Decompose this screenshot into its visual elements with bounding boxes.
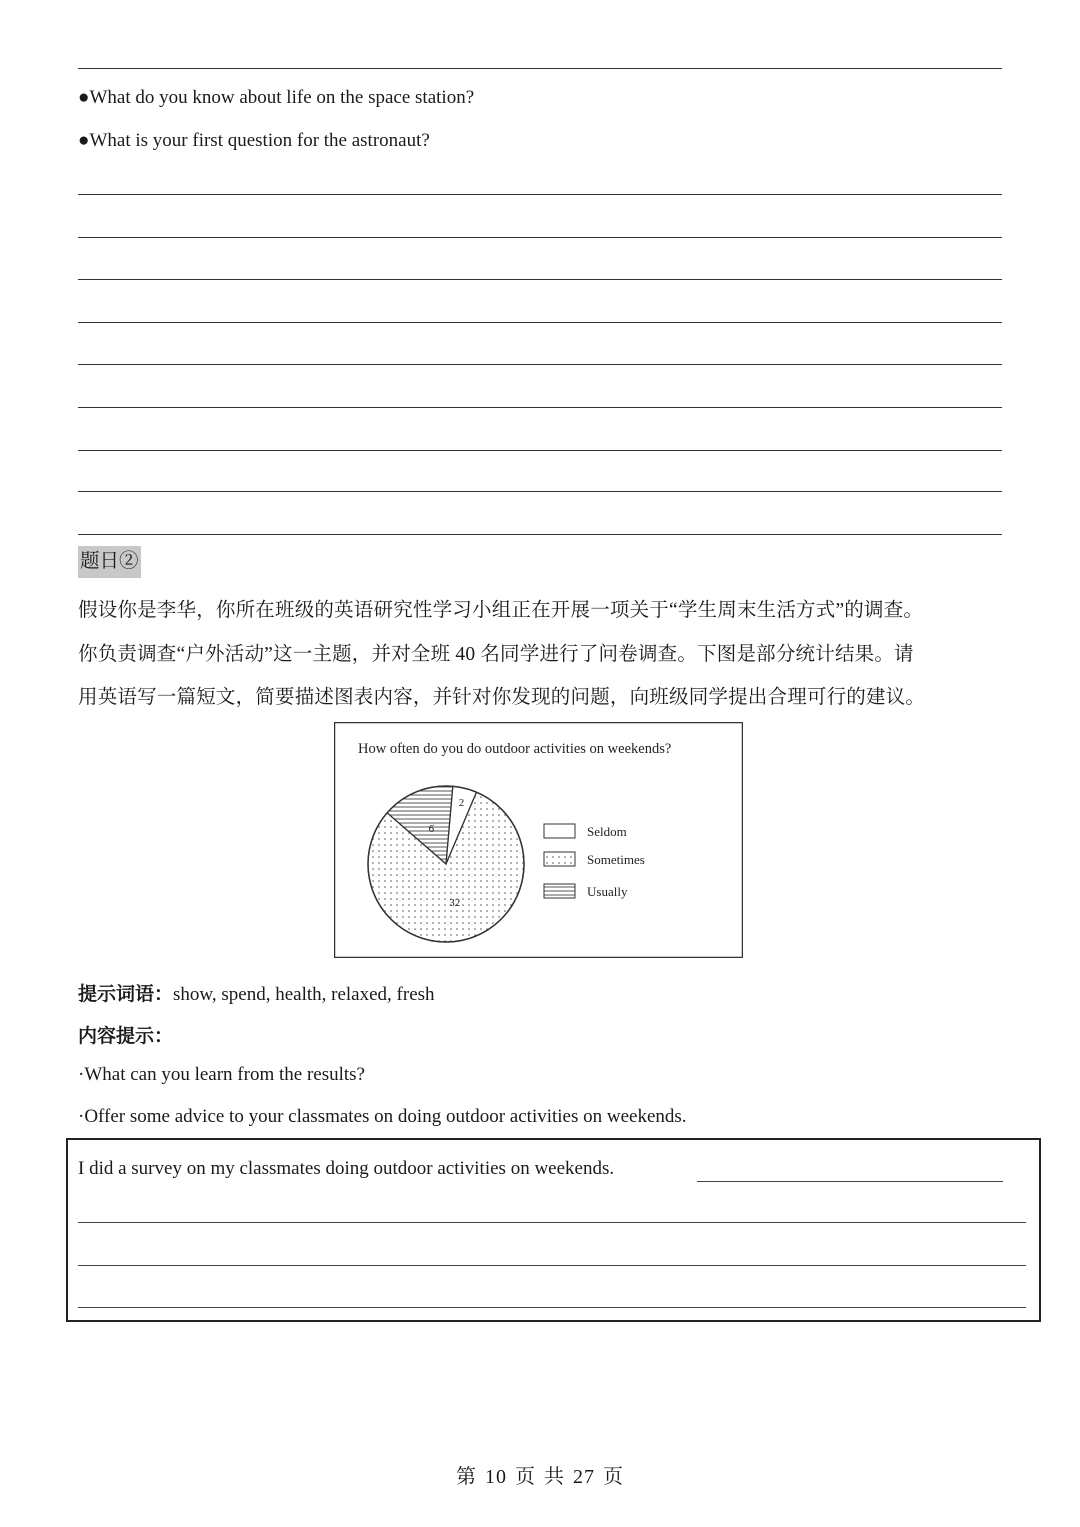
answer-line[interactable] (78, 279, 1002, 280)
instruction-line-2: 你负责调查“户外活动”这一主题，并对全班 40 名同学进行了问卷调查。下图是部分统计结果。请 (78, 644, 914, 665)
legend-swatch-seldom (544, 824, 575, 838)
footer-ye: 页 (603, 1466, 624, 1488)
hint-words-label: 提示词语： (78, 984, 174, 1005)
answer-line[interactable] (78, 364, 1002, 365)
question-bullet-2: ●What is your first question for the astronaut? (78, 130, 430, 151)
legend-label-usually: Usually (587, 884, 628, 899)
hint-words-list: show, spend, health, relaxed, fresh (173, 984, 435, 1005)
footer-ye: 页 (515, 1466, 536, 1488)
instruction-line-1: 假设你是李华，你所在班级的英语研究性学习小组正在开展一项关于“学生周末生活方式”的调查。 (78, 600, 924, 621)
footer-gong: 共 (544, 1466, 565, 1488)
top-rule (78, 68, 1002, 69)
content-hint-1: ·What can you learn from the results? (78, 1064, 365, 1085)
page-footer (0, 1460, 1080, 1489)
answer-line[interactable] (78, 491, 1002, 492)
answer-line[interactable] (78, 322, 1002, 323)
legend-label-sometimes: Sometimes (587, 852, 645, 867)
instruction-line-3: 用英语写一篇短文，简要描述图表内容，并针对你发现的问题，向班级同学提出合理可行的建议。 (78, 687, 926, 708)
pie-label-sometimes: 32 (449, 897, 461, 910)
footer-total-pages: 27 (573, 1466, 595, 1488)
hint-words (78, 979, 435, 1006)
content-hint-2: ·Offer some advice to your classmates on doing outdoor activities on weekends. (78, 1106, 687, 1127)
pie-label-seldom: 2 (458, 796, 465, 809)
answer-line[interactable] (78, 237, 1002, 238)
answer-line[interactable] (78, 450, 1002, 451)
answer-blank-inline[interactable] (697, 1181, 1003, 1182)
chart-title: How often do you do outdoor activities on weekends? (358, 741, 672, 757)
footer-page-number: 10 (485, 1466, 507, 1488)
answer-line[interactable] (78, 194, 1002, 195)
answer-line[interactable] (78, 407, 1002, 408)
answer-line[interactable] (78, 1222, 1026, 1223)
question-bullet-1: ●What do you know about life on the space station? (78, 87, 475, 108)
answer-line[interactable] (78, 1307, 1026, 1308)
pie-label-usually: 6 (428, 822, 435, 835)
pie-chart (334, 722, 743, 958)
question-label: 题日② (78, 546, 141, 578)
legend-swatch-sometimes (544, 852, 575, 866)
footer-di: 第 (456, 1466, 477, 1488)
legend-label-seldom: Seldom (587, 824, 627, 839)
answer-box[interactable] (66, 1138, 1041, 1322)
pie-slices (368, 786, 524, 942)
answer-line[interactable] (78, 534, 1002, 535)
answer-line[interactable] (78, 1265, 1026, 1266)
content-hint-label: 内容提示： (78, 1026, 174, 1047)
answer-start-sentence: I did a survey on my classmates doing outdoor activities on weekends. (78, 1158, 615, 1179)
legend-swatch-usually (544, 884, 575, 898)
